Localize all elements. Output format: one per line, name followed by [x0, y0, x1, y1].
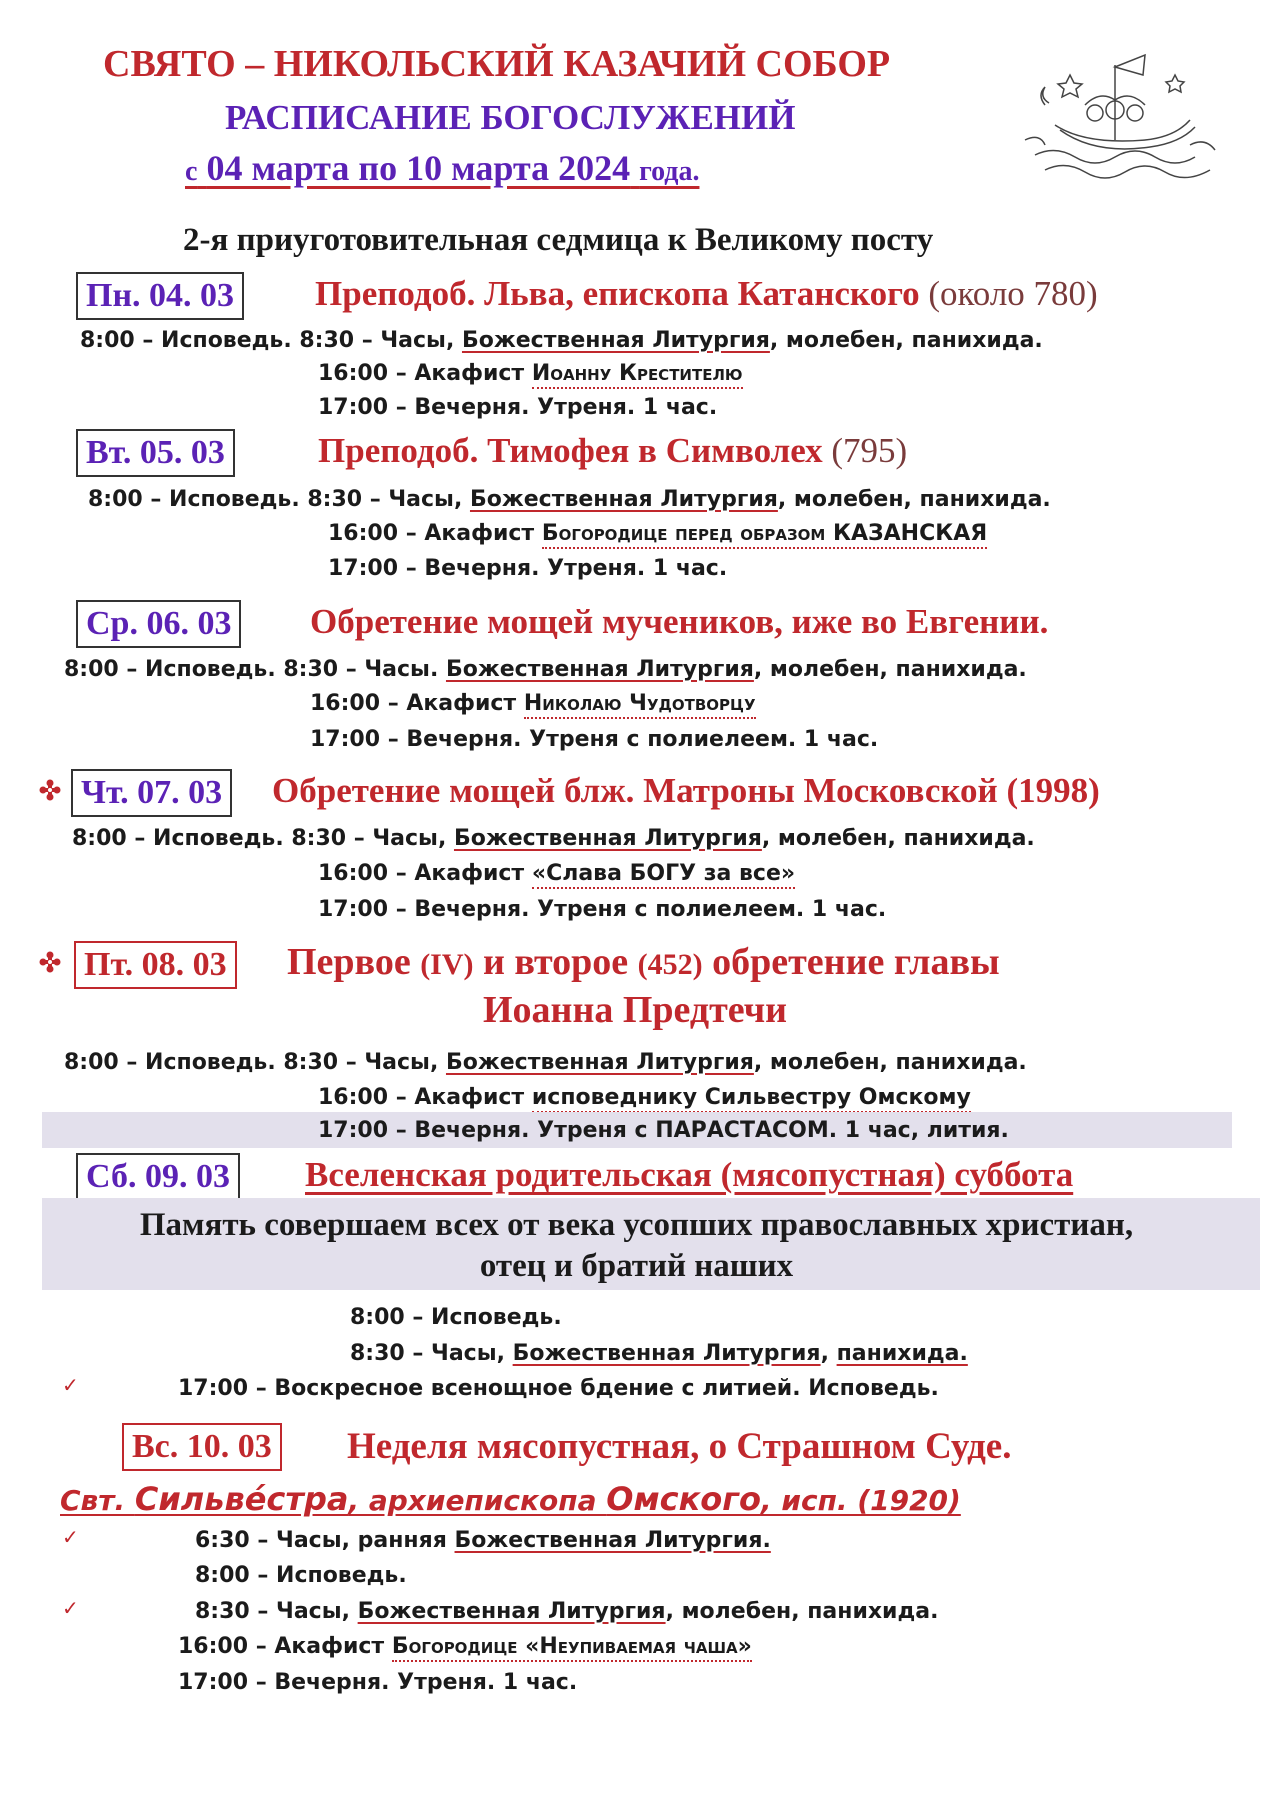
tue-line2: 16:00 – Акафист Богородице перед образом КАЗАНСКАЯ: [328, 521, 987, 546]
dates-prefix: с: [185, 156, 198, 187]
liturgy-link: Божественная Литургия: [445, 1050, 754, 1075]
wed-line3: 17:00 – Вечерня. Утреня с полиелеем. 1 час.: [310, 727, 879, 752]
date-sun: Вс. 10. 03: [122, 1423, 282, 1471]
feast-fri-line1: Первое (IV) и второе (452) обретение главы: [287, 941, 1000, 983]
check-icon: ✓: [62, 1527, 79, 1549]
feast-mon: [315, 274, 1098, 314]
liturgy-link: Божественная Литургия.: [454, 1528, 771, 1553]
schedule-subtitle: РАСПИСАНИЕ БОГОСЛУЖЕНИЙ: [225, 98, 796, 137]
sun-line1: 6:30 – Часы, ранняя Божественная Литургия.: [195, 1528, 771, 1553]
liturgy-link: Божественная Литургия: [445, 657, 754, 682]
memory-line1: Память совершаем всех от века усопших православных христиан,: [139, 1207, 1134, 1243]
akathist-tue: Богородице перед образом КАЗАНСКАЯ: [542, 521, 987, 549]
thu-line1: 8:00 – Исповедь. 8:30 – Часы, Божественная Литургия, молебен, панихида.: [72, 826, 1035, 851]
feast-mon-title: Преподоб. Льва, епископа Катанского: [315, 274, 920, 313]
feast-sun: Неделя мясопустная, о Страшном Суде.: [347, 1426, 1012, 1467]
wed-line1: 8:00 – Исповедь. 8:30 – Часы. Божественная Литургия, молебен, панихида.: [64, 657, 1027, 682]
date-tue: Вт. 05. 03: [76, 429, 235, 477]
date-thu: Чт. 07. 03: [71, 769, 232, 817]
date-sat: Сб. 09. 03: [76, 1153, 240, 1201]
check-icon: ✓: [62, 1375, 79, 1397]
dates-text: 04 марта по 10 марта 2024: [206, 148, 631, 188]
sat-line1: 8:00 – Исповедь.: [350, 1305, 562, 1330]
week-heading: 2-я приуготовительная седмица к Великому посту: [183, 222, 934, 258]
thu-line2: 16:00 – Акафист «Слава БОГУ за все»: [318, 861, 795, 886]
tue-line1: 8:00 – Исповедь. 8:30 – Часы, Божественная Литургия, молебен, панихида.: [88, 487, 1051, 512]
thu-line3: 17:00 – Вечерня. Утреня с полиелеем. 1 час.: [318, 897, 887, 922]
date-wed: Ср. 06. 03: [76, 600, 241, 648]
date-mon: Пн. 04. 03: [76, 272, 244, 320]
sun-line3: 8:30 – Часы, Божественная Литургия, молебен, панихида.: [195, 1599, 939, 1624]
sun-line4: 16:00 – Акафист Богородице «Неупиваемая чаша»: [178, 1634, 752, 1659]
memory-line2: отец и братий наших: [479, 1248, 794, 1284]
feast-thu: Обретение мощей блж. Матроны Московской (1998): [272, 771, 1100, 810]
check-icon: ✓: [62, 1598, 79, 1620]
church-title: СВЯТО – НИКОЛЬСКИЙ КАЗАЧИЙ СОБОР: [103, 43, 891, 85]
feast-mon-year: (около 780): [928, 274, 1098, 313]
sat-line3: 17:00 – Воскресное всенощное бдение с литией. Исповедь.: [178, 1376, 939, 1401]
liturgy-link: Божественная Литургия: [461, 328, 770, 353]
fri-line3: 17:00 – Вечерня. Утреня с ПАРАСТАСОМ. 1 час, лития.: [318, 1118, 1009, 1143]
dates-suffix: года.: [639, 156, 700, 187]
red-cross-icon: [38, 950, 62, 974]
mon-line1: 8:00 – Исповедь. 8:30 – Часы, Божественная Литургия, молебен, панихида.: [80, 328, 1043, 353]
akathist-sun: Богородице «Неупиваемая чаша»: [392, 1634, 752, 1662]
dates-range: [185, 147, 699, 189]
red-cross-icon: [38, 778, 62, 802]
saint-sun: Свт. Сильве́стра, архиепископа Омского, исп. (1920): [60, 1480, 961, 1518]
liturgy-link: Божественная Литургия: [469, 487, 778, 512]
date-fri: Пт. 08. 03: [74, 941, 237, 989]
feast-sat: Вселенская родительская (мясопустная) суббота: [305, 1155, 1074, 1194]
feast-fri-line2: Иоанна Предтечи: [483, 989, 788, 1031]
liturgy-link: Божественная Литургия: [512, 1341, 821, 1366]
fri-line1: 8:00 – Исповедь. 8:30 – Часы, Божественная Литургия, молебен, панихида.: [64, 1050, 1027, 1075]
akathist-mon: Иоанну Крестителю: [532, 361, 743, 389]
wed-line2: 16:00 – Акафист Николаю Чудотворцу: [310, 691, 756, 716]
sat-line2: 8:30 – Часы, Божественная Литургия, панихида.: [350, 1341, 968, 1366]
akathist-thu: «Слава БОГУ за все»: [532, 861, 795, 889]
liturgy-link: Божественная Литургия: [453, 826, 762, 851]
akathist-fri: исповеднику Сильвестру Омскому: [532, 1085, 971, 1113]
sun-line5: 17:00 – Вечерня. Утреня. 1 час.: [178, 1670, 578, 1695]
ship-icon: [1015, 45, 1225, 195]
panikhida-link: панихида.: [836, 1341, 968, 1366]
fri-line2: 16:00 – Акафист исповеднику Сильвестру Омскому: [318, 1085, 971, 1110]
feast-wed: Обретение мощей мучеников, иже во Евгении.: [310, 602, 1049, 641]
mon-line3: 17:00 – Вечерня. Утреня. 1 час.: [318, 395, 718, 420]
liturgy-link: Божественная Литургия: [357, 1599, 666, 1624]
sun-line2: 8:00 – Исповедь.: [195, 1563, 407, 1588]
akathist-wed: Николаю Чудотворцу: [524, 691, 756, 719]
tue-line3: 17:00 – Вечерня. Утреня. 1 час.: [328, 556, 728, 581]
mon-line2: 16:00 – Акафист Иоанну Крестителю: [318, 361, 743, 386]
feast-tue: Преподоб. Тимофея в Символех (795): [318, 431, 908, 470]
